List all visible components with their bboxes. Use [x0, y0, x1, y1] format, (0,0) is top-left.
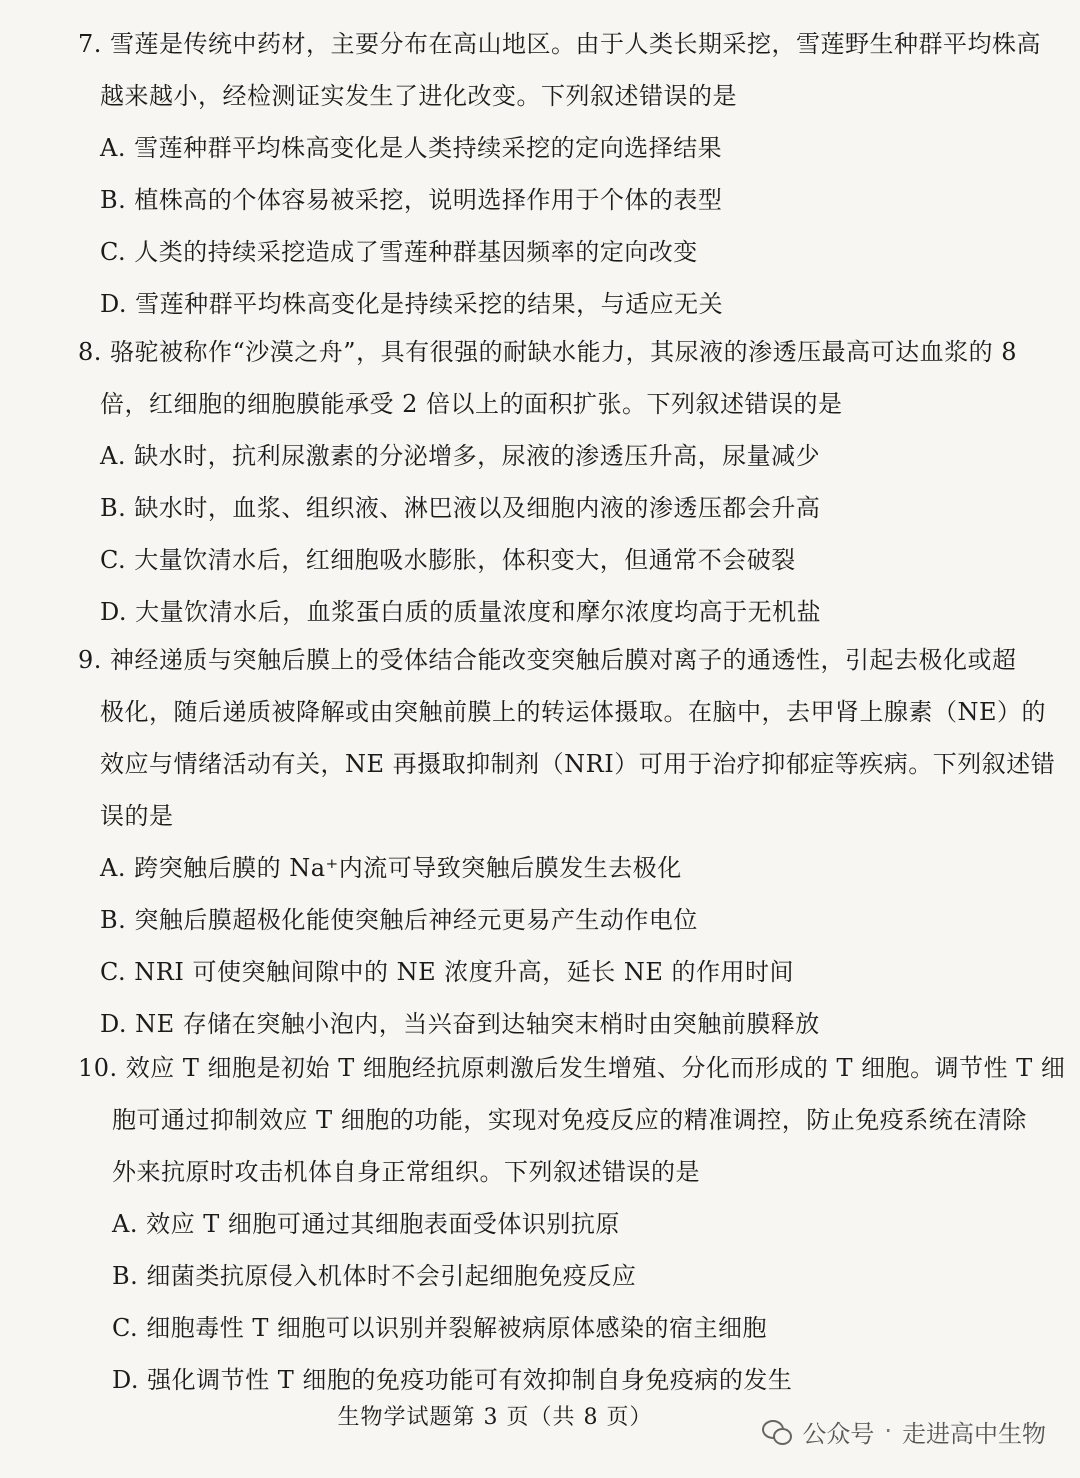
question-stem-line: 10. 效应 T 细胞是初始 T 细胞经抗原刺激后发生增殖、分化而形成的 T 细胞。调节性 T 细 [78, 1054, 1066, 1082]
question-stem-line: 误的是 [100, 802, 174, 830]
option-c: C. NRI 可使突触间隙中的 NE 浓度升高，延长 NE 的作用时间 [100, 958, 794, 986]
option-b: B. 细菌类抗原侵入机体时不会引起细胞免疫反应 [112, 1262, 637, 1290]
question-stem-line: 倍，红细胞的细胞膜能承受 2 倍以上的面积扩张。下列叙述错误的是 [100, 390, 843, 418]
option-d: D. NE 存储在突触小泡内，当兴奋到达轴突末梢时由突触前膜释放 [100, 1010, 820, 1038]
watermark-account: 走进高中生物 [902, 1419, 1046, 1448]
watermark [762, 1408, 1046, 1454]
option-b: B. 缺水时，血浆、组织液、淋巴液以及细胞内液的渗透压都会升高 [100, 494, 821, 522]
option-c: C. 人类的持续采挖造成了雪莲种群基因频率的定向改变 [100, 238, 698, 266]
question-stem-line: 8. 骆驼被称作“沙漠之舟”，具有很强的耐缺水能力，其尿液的渗透压最高可达血浆的 8 [78, 338, 1017, 366]
question-stem-line: 9. 神经递质与突触后膜上的受体结合能改变突触后膜对离子的通透性，引起去极化或超 [78, 646, 1017, 674]
question-stem-line: 7. 雪莲是传统中药材，主要分布在高山地区。由于人类长期采挖，雪莲野生种群平均株高 [78, 30, 1042, 58]
question-stem-line: 外来抗原时攻击机体自身正常组织。下列叙述错误的是 [112, 1158, 700, 1186]
option-b: B. 植株高的个体容易被采挖，说明选择作用于个体的表型 [100, 186, 723, 214]
question-7 [78, 18, 1042, 330]
option-c: C. 大量饮清水后，红细胞吸水膨胀，体积变大，但通常不会破裂 [100, 546, 796, 574]
page-number-text: 生物学试题第 3 页（共 8 页） [337, 1405, 653, 1430]
watermark-separator: · [884, 1417, 892, 1445]
question-stem-line: 胞可通过抑制效应 T 细胞的功能，实现对免疫反应的精准调控，防止免疫系统在清除 [112, 1106, 1027, 1134]
option-a: A. 缺水时，抗利尿激素的分泌增多，尿液的渗透压升高，尿量减少 [100, 442, 821, 470]
option-d: D. 大量饮清水后，血浆蛋白质的质量浓度和摩尔浓度均高于无机盐 [100, 598, 822, 626]
option-a: A. 雪莲种群平均株高变化是人类持续采挖的定向选择结果 [100, 134, 723, 162]
question-8 [78, 326, 1017, 638]
question-stem-line: 效应与情绪活动有关，NE 再摄取抑制剂（NRI）可用于治疗抑郁症等疾病。下列叙述错 [100, 750, 1056, 778]
option-b: B. 突触后膜超极化能使突触后神经元更易产生动作电位 [100, 906, 698, 934]
question-9 [78, 634, 1056, 1050]
option-c: C. 细胞毒性 T 细胞可以识别并裂解被病原体感染的宿主细胞 [112, 1314, 768, 1342]
option-a: A. 跨突触后膜的 Na⁺内流可导致突触后膜发生去极化 [100, 854, 682, 882]
question-stem-line: 越来越小，经检测证实发生了进化改变。下列叙述错误的是 [100, 82, 737, 110]
wechat-icon [762, 1416, 792, 1446]
option-d: D. 强化调节性 T 细胞的免疫功能可有效抑制自身免疫病的发生 [112, 1366, 793, 1394]
watermark-label: 公众号 [802, 1419, 875, 1448]
question-10 [78, 1042, 1066, 1406]
option-d: D. 雪莲种群平均株高变化是持续采挖的结果，与适应无关 [100, 290, 724, 318]
question-stem-line: 极化，随后递质被降解或由突触前膜上的转运体摄取。在脑中，去甲肾上腺素（NE）的 [100, 698, 1047, 726]
option-a: A. 效应 T 细胞可通过其细胞表面受体识别抗原 [112, 1210, 620, 1238]
